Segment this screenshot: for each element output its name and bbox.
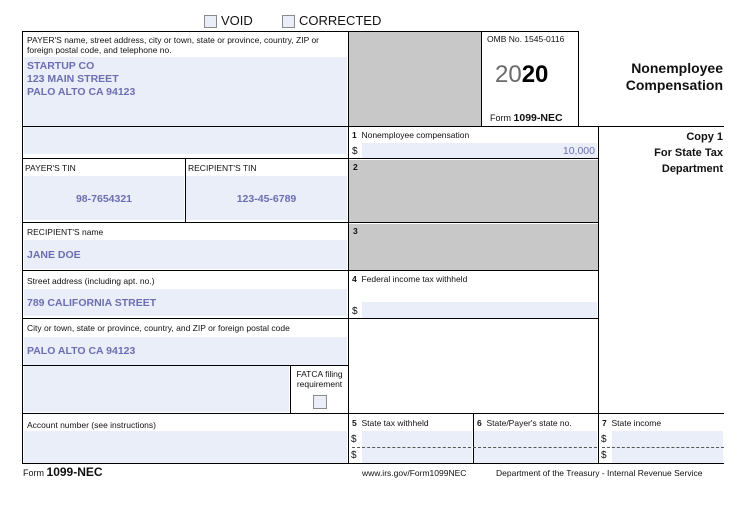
box1-number: 1 xyxy=(352,130,357,140)
recipient-street-label: Street address (including apt. no.) xyxy=(27,276,155,286)
box1-dollar: $ xyxy=(352,146,358,157)
box6-number: 6 xyxy=(477,418,482,428)
box7-dash xyxy=(602,447,724,448)
box5-dollar-1: $ xyxy=(351,434,357,445)
recipient-street: 789 CALIFORNIA STREET xyxy=(27,297,157,309)
fatca-label xyxy=(292,369,347,389)
box2-number: 2 xyxy=(353,162,358,172)
rule-omb-left xyxy=(481,31,482,126)
rule-center xyxy=(348,31,349,463)
box5-text: State tax withheld xyxy=(361,418,429,428)
copy-label xyxy=(600,129,723,177)
corrected-label: CORRECTED xyxy=(299,13,382,28)
omb-form-name: 1099-NEC xyxy=(513,112,563,124)
box3-number: 3 xyxy=(353,226,358,236)
corrected-checkbox[interactable] xyxy=(282,15,295,28)
payer-street: 123 MAIN STREET xyxy=(27,73,119,85)
box1-label xyxy=(352,130,469,140)
void-checkbox[interactable] xyxy=(204,15,217,28)
box6-label xyxy=(477,418,572,428)
box2-shaded xyxy=(348,160,598,222)
box3-shaded xyxy=(348,224,598,270)
account-number-field[interactable] xyxy=(24,431,347,463)
footer-url[interactable]: www.irs.gov/Form1099NEC xyxy=(362,468,467,478)
payer-label: PAYER'S name, street address, city or town, state or province, country, ZIP or foreign postal code, and telephone no. xyxy=(27,35,320,55)
rule-fatca-left xyxy=(290,365,291,413)
fatca-checkbox[interactable] xyxy=(313,395,327,409)
omb-form-label xyxy=(490,112,563,124)
box7-text: State income xyxy=(611,418,662,428)
rule-omb-right xyxy=(578,31,579,126)
box4-number: 4 xyxy=(352,274,357,284)
box5-6-dash xyxy=(352,447,597,448)
omb-form-prefix: Form xyxy=(490,113,511,123)
box7-dollar-1: $ xyxy=(601,434,607,445)
rule-top xyxy=(22,31,578,32)
blank-field[interactable] xyxy=(24,366,289,412)
shaded-area-top xyxy=(348,32,481,126)
rule-fatca-top xyxy=(22,365,348,366)
rule-box1-top xyxy=(22,126,724,127)
box4-field[interactable] xyxy=(362,302,597,318)
recipient-name-label: RECIPIENT'S name xyxy=(27,227,104,237)
tax-year-prefix: 20 xyxy=(495,61,522,88)
box1-value: 10,000 xyxy=(562,145,595,157)
rule-tin-top xyxy=(22,158,598,159)
box7-label xyxy=(602,418,661,428)
footer-form-prefix: Form xyxy=(23,468,44,478)
payer-name: STARTUP CO xyxy=(27,60,95,72)
fatca-line2: requirement xyxy=(296,379,343,389)
rule-city-top xyxy=(22,318,598,319)
box5-label xyxy=(352,418,429,428)
fatca-line1: FATCA filing xyxy=(296,369,343,379)
payer-tin-label: PAYER'S TIN xyxy=(25,163,76,173)
footer-department: Department of the Treasury - Internal Revenue Service xyxy=(496,468,703,478)
omb-number: OMB No. 1545-0116 xyxy=(487,34,565,44)
footer-form-name: 1099-NEC xyxy=(46,465,103,479)
recipient-name: JANE DOE xyxy=(27,249,81,261)
box4-label xyxy=(352,274,467,284)
rule-street-top xyxy=(22,270,598,271)
tax-year-suffix: 20 xyxy=(521,61,549,88)
payer-city: PALO ALTO CA 94123 xyxy=(27,86,136,98)
rule-box5-6 xyxy=(473,413,474,463)
copy-line2: For State Tax xyxy=(654,147,723,159)
recipient-city-label: City or town, state or province, country, and ZIP or foreign postal code xyxy=(27,323,290,333)
rule-right xyxy=(598,126,599,463)
box6-text: State/Payer's state no. xyxy=(486,418,572,428)
box1-text: Nonemployee compensation xyxy=(361,130,470,140)
recipient-tin-value: 123-45-6789 xyxy=(236,193,297,205)
box5-dollar-2: $ xyxy=(351,450,357,461)
void-label: VOID xyxy=(221,13,253,28)
form-title-line2: Compensation xyxy=(625,77,723,93)
copy-line1: Copy 1 xyxy=(686,131,723,143)
recipient-tin-label: RECIPIENT'S TIN xyxy=(188,163,257,173)
rule-name-top xyxy=(22,222,598,223)
box7-number: 7 xyxy=(602,418,607,428)
box5-number: 5 xyxy=(352,418,357,428)
account-number-label: Account number (see instructions) xyxy=(27,420,156,430)
recipient-city: PALO ALTO CA 94123 xyxy=(27,345,136,357)
footer-form-label xyxy=(23,465,103,479)
rule-account-top xyxy=(22,413,724,414)
box7-dollar-2: $ xyxy=(601,450,607,461)
box4-dollar: $ xyxy=(352,306,358,317)
payer-tin-value: 98-7654321 xyxy=(75,193,133,205)
rule-left xyxy=(22,31,23,463)
copy-line3: Department xyxy=(661,163,723,175)
form-title xyxy=(600,60,723,94)
tax-year xyxy=(495,61,548,89)
box4-text: Federal income tax withheld xyxy=(361,274,468,284)
form-title-line1: Nonemployee xyxy=(631,60,723,76)
rule-tin-divider xyxy=(185,158,186,222)
rule-bottom xyxy=(22,463,724,464)
